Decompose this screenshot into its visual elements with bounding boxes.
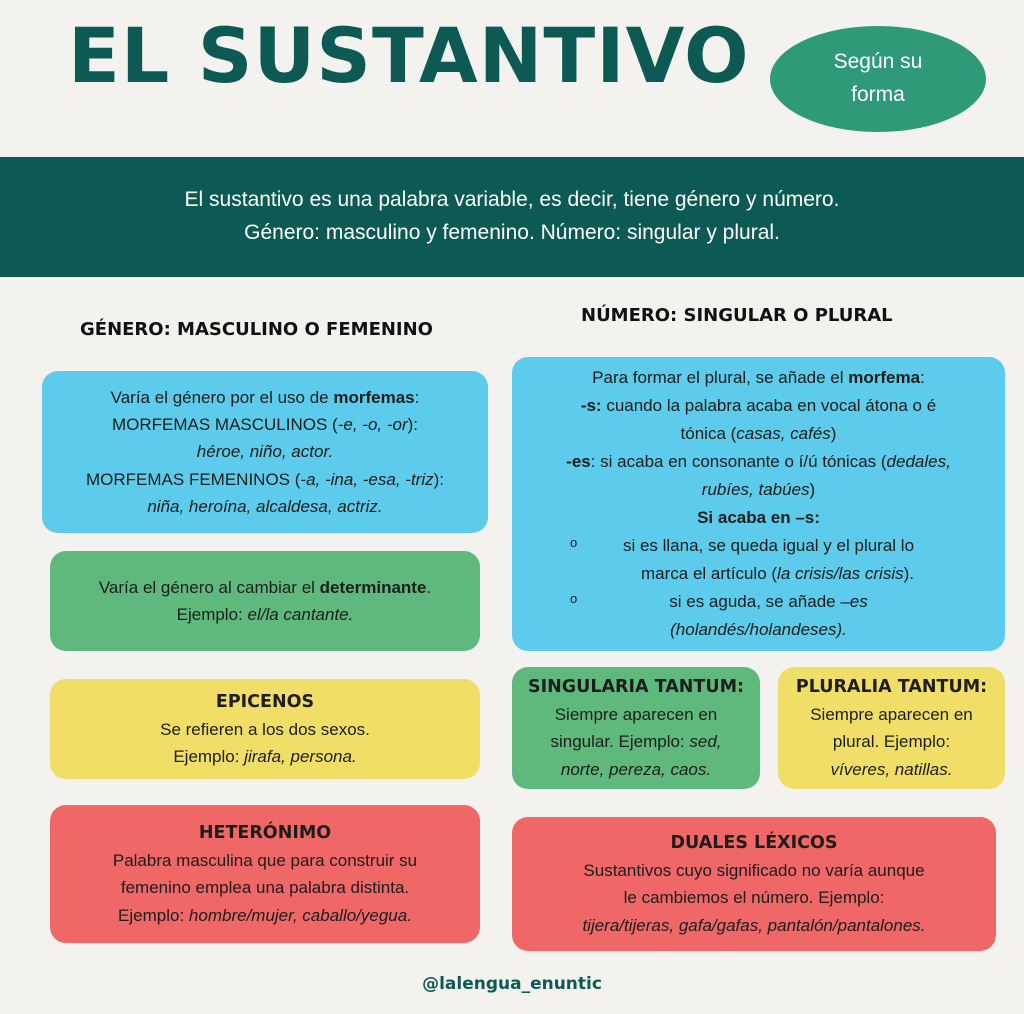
determinante-line1: Varía el género al cambiar el determinante.: [98, 577, 432, 597]
form-tag-line1: Según su: [833, 50, 923, 74]
bullet-icon: o: [570, 591, 578, 607]
heteronimo-line2: femenino emplea una palabra distinta.: [120, 878, 410, 898]
duales-heading: DUALES LÉXICOS: [670, 833, 838, 854]
morfemas-line2: MORFEMAS MASCULINOS (-e, -o, -or):: [111, 415, 419, 435]
plural-line5: rubíes, tabúes): [701, 479, 816, 499]
plural-line8: marca el artículo (la crisis/las crisis).: [641, 564, 914, 584]
plural-line6: Si acaba en –s:: [697, 508, 820, 527]
morfemas-box: [42, 371, 488, 533]
author-handle: @lalengua_enuntic: [422, 974, 602, 994]
epicenos-heading: EPICENOS: [215, 691, 315, 712]
determinante-line2: Ejemplo: el/la cantante.: [176, 605, 354, 624]
singularia-line1: Siempre aparecen en: [554, 705, 718, 725]
morfemas-line1: Varía el género por el uso de morfemas:: [110, 388, 420, 408]
form-tag-line2: forma: [851, 83, 905, 106]
intro-line2: Género: masculino y femenino. Número: singular y plural.: [244, 221, 780, 244]
genero-heading: GÉNERO: MASCULINO O FEMENINO: [80, 319, 433, 340]
bullet-icon: o: [570, 535, 578, 551]
duales-line2: le cambiemos el número. Ejemplo:: [623, 888, 885, 908]
determinante-box: [50, 551, 480, 651]
page-title: EL SUSTANTIVO: [68, 11, 750, 100]
plural-line2: -s: cuando la palabra acaba en vocal átona o é: [580, 395, 937, 415]
numero-heading: NÚMERO: SINGULAR O PLURAL: [581, 305, 893, 326]
singularia-heading: SINGULARIA TANTUM:: [528, 677, 744, 698]
singularia-line2: singular. Ejemplo: sed,: [550, 732, 722, 752]
pluralia-line2: plural. Ejemplo:: [832, 732, 951, 752]
singularia-box: [512, 667, 760, 789]
heteronimo-line1: Palabra masculina que para construir su: [112, 851, 418, 871]
plural-bullet-aguda: o si es aguda, se añade –es: [526, 588, 991, 616]
duales-line3: tijera/tijeras, gafa/gafas, pantalón/pantalones.: [582, 915, 926, 935]
pluralia-line1: Siempre aparecen en: [810, 705, 973, 725]
epicenos-line2: Ejemplo: jirafa, persona.: [173, 747, 357, 766]
heteronimo-line3: Ejemplo: hombre/mujer, caballo/yegua.: [118, 905, 412, 925]
plural-line3: tónica (casas, cafés): [680, 423, 837, 443]
heteronimo-heading: HETERÓNIMO: [198, 823, 332, 844]
morfemas-line5: niña, heroína, alcaldesa, actriz.: [147, 496, 383, 516]
singularia-line3: norte, pereza, caos.: [560, 759, 712, 779]
pluralia-line3: víveres, natillas.: [830, 759, 953, 779]
intro-banner: [0, 157, 1024, 277]
plural-line4: -es: si acaba en consonante o í/ú tónicas (dedales,: [566, 451, 951, 471]
plural-line1: Para formar el plural, se añade el morfema:: [592, 367, 925, 387]
plural-box: [512, 357, 1005, 651]
heteronimo-box: [50, 805, 480, 943]
plural-line10: (holandés/holandeses).: [670, 620, 847, 640]
intro-line1: El sustantivo es una palabra variable, es decir, tiene género y número.: [184, 188, 840, 212]
pluralia-heading: PLURALIA TANTUM:: [795, 677, 988, 698]
epicenos-box: [50, 679, 480, 779]
duales-line1: Sustantivos cuyo significado no varía aunque: [583, 861, 925, 881]
epicenos-line1: Se refieren a los dos sexos.: [160, 719, 370, 739]
morfemas-line4: MORFEMAS FEMENINOS (-a, -ina, -esa, -triz):: [86, 469, 444, 489]
duales-box: [512, 817, 996, 951]
form-tag-badge: [770, 26, 986, 132]
pluralia-box: [778, 667, 1005, 789]
morfemas-line3: héroe, niño, actor.: [196, 442, 334, 462]
plural-bullet-llana: o si es llana, se queda igual y el plural lo: [526, 532, 991, 560]
